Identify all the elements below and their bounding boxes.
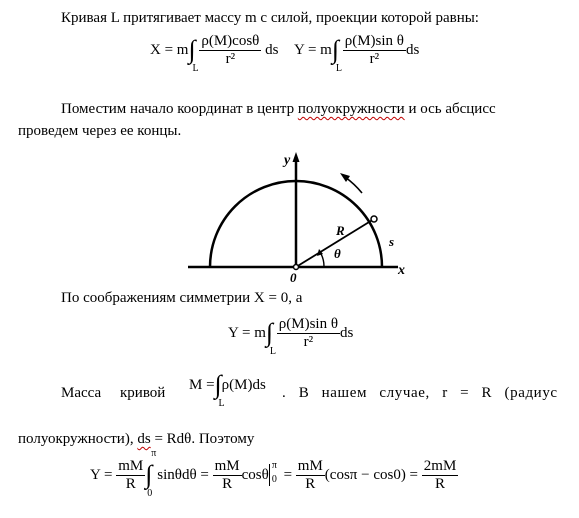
y-ds: ds	[340, 324, 354, 341]
final-lhs: Y =	[90, 466, 113, 483]
integral-sign: ∫ L	[188, 35, 199, 74]
origin-point	[294, 265, 299, 270]
paragraph-origin-cont: проведем через ее концы.	[18, 123, 182, 139]
fraction-1: $\frac{mM}{R}$	[118, 458, 144, 492]
paragraph-mass-rest: . В нашем случае, r = R (радиус	[282, 385, 558, 401]
x-fraction: $\frac{\rho(M)\cos\theta}{\text{r²}}$	[201, 33, 260, 67]
integral-sign: ∫ L	[214, 370, 225, 409]
m-body: ρ(M)ds	[221, 376, 266, 393]
fraction-2: $\frac{mM}{R}$	[214, 458, 240, 492]
x-axis-label: x	[398, 263, 405, 278]
paragraph-symmetry: По соображениям симметрии X = 0, а	[61, 290, 303, 306]
x-ds: ds	[265, 41, 279, 58]
paren-part: (cosπ − cos0) =	[324, 466, 419, 483]
formula-final	[90, 448, 458, 499]
arc-length-label: s	[389, 234, 395, 249]
paragraph-origin: Поместим начало координат в центр полуокружности и ось абсцисс	[61, 101, 496, 117]
paragraph-mass-word2: кривой	[120, 385, 166, 401]
radius-label: R	[336, 223, 345, 238]
m-lhs: M =	[189, 376, 215, 393]
point-m	[371, 216, 377, 222]
integral-sign: ∫ L	[331, 35, 342, 74]
eval-bar: π 0	[269, 464, 280, 486]
x-lhs: X = m	[150, 41, 189, 58]
y-ds: ds	[405, 41, 420, 58]
spellcheck-word: полуокружности	[297, 101, 405, 117]
eq-sign: =	[283, 466, 293, 483]
y-lhs: Y = m	[228, 324, 266, 341]
definite-integral: π ∫ 0	[145, 448, 157, 499]
y-axis-arrow	[293, 152, 300, 162]
integral-body: sinθdθ =	[157, 466, 209, 483]
fraction-3: $\frac{mM}{R}$	[297, 458, 323, 492]
paragraph-radius: полуокружности), ds = Rdθ. Поэтому	[18, 431, 255, 447]
y-fraction: $\frac{\text{ρ(M)sin θ}}{\text{r²}}$	[278, 316, 339, 350]
origin-label: 0	[290, 270, 297, 285]
fraction-4: $\frac{2mM}{R}$	[423, 458, 457, 492]
paragraph-intro: Кривая L притягивает массу m с силой, проекции которой равны:	[61, 10, 479, 26]
spellcheck-word: ds	[137, 431, 151, 447]
theta-label: θ	[334, 246, 341, 261]
formula-mass	[189, 370, 266, 409]
cos-part: cosθ	[241, 466, 269, 483]
integral-sign: ∫ L	[265, 318, 277, 357]
y-axis-label: y	[284, 153, 291, 168]
paragraph-mass-word1: Масса	[61, 385, 102, 401]
y-lhs: Y = m	[293, 41, 332, 58]
formula-y	[228, 316, 354, 357]
y-fraction: $\frac{\text{ρ(M)sin θ}}{\text{r²}}$	[344, 33, 404, 67]
